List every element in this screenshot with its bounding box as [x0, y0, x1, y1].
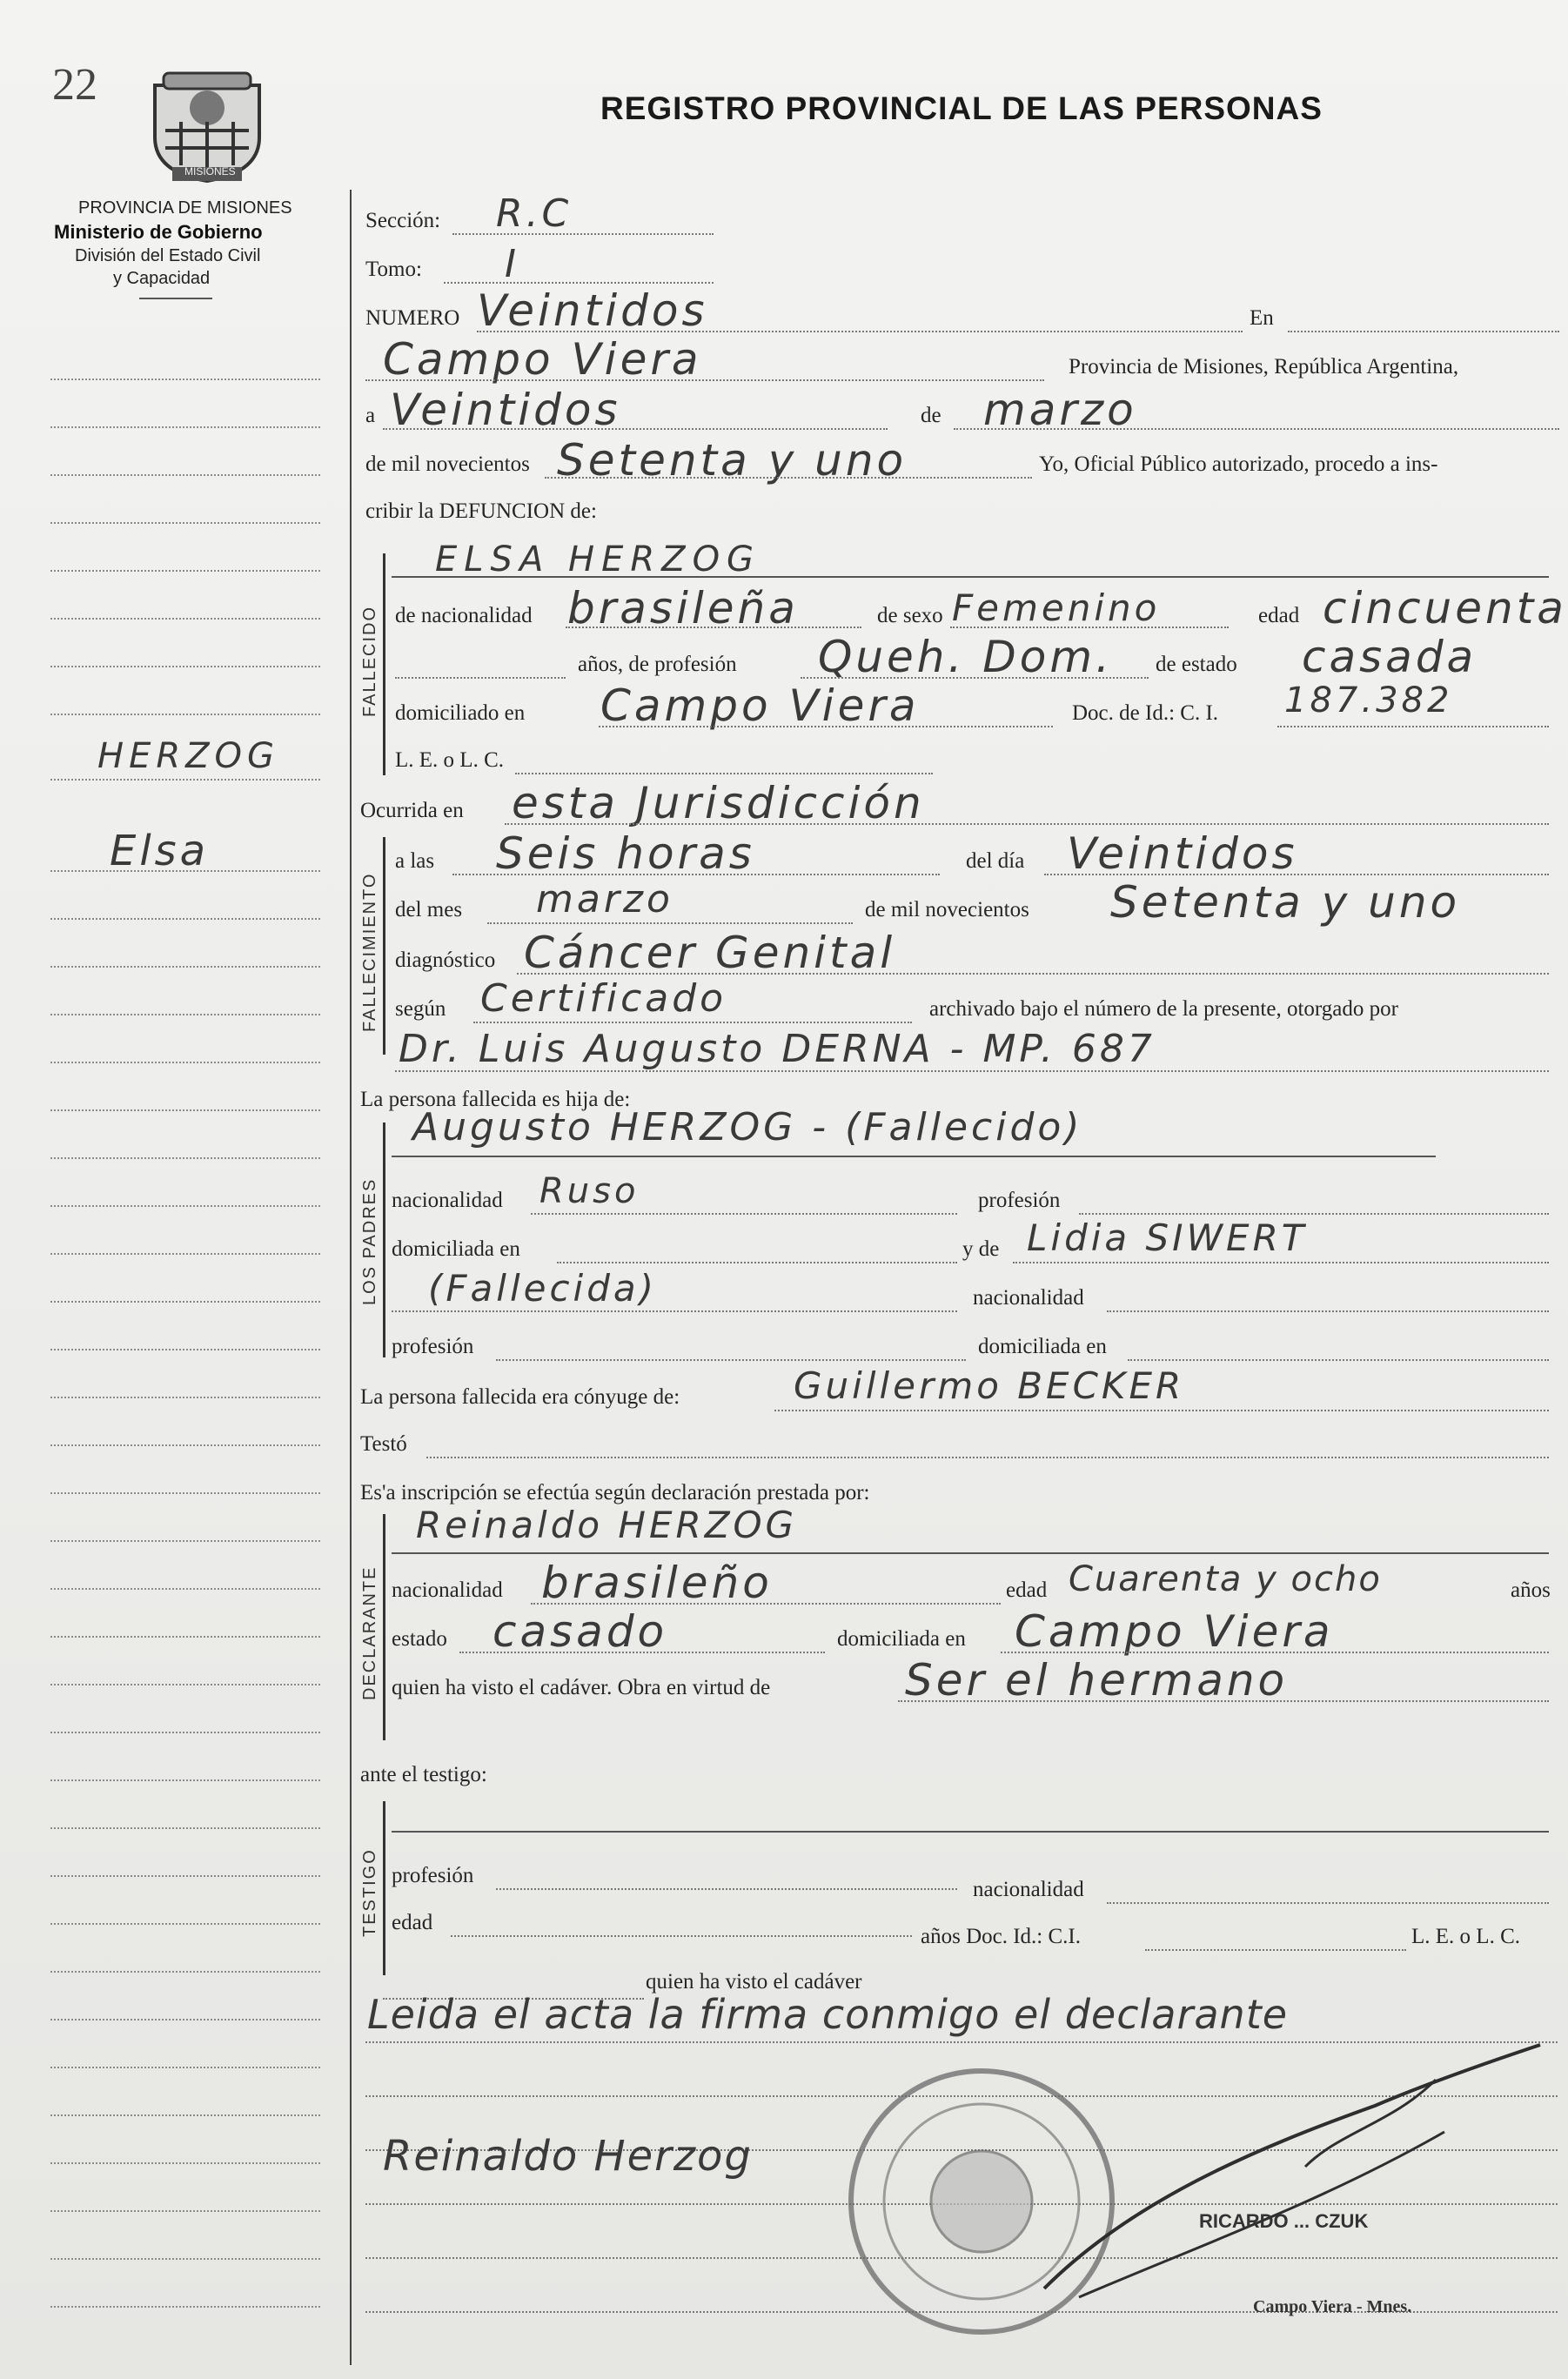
value-anio: Setenta y uno: [557, 435, 908, 486]
label-nacionalidad-fallecido: de nacionalidad: [395, 604, 533, 627]
label-de-mil: de mil novecientos: [365, 452, 530, 476]
side-label-testigo: TESTIGO: [360, 1848, 379, 1937]
value-nacionalidad: brasileña: [567, 583, 799, 633]
value-ci: 187.382: [1284, 680, 1453, 720]
value-tomo: I: [505, 242, 519, 286]
label-hija-de: La persona fallecida es hija de:: [360, 1088, 631, 1111]
value-numero: Veintidos: [477, 285, 708, 336]
label-sexo: de sexo: [877, 604, 943, 627]
label-mil-novecientos: de mil novecientos: [865, 898, 1029, 921]
label-numero: NUMERO: [365, 306, 460, 330]
label-nacionalidad-madre: nacionalidad: [973, 1286, 1084, 1310]
seal-text: MISIONES: [184, 165, 236, 178]
side-label-fallecimiento: FALLECIMIENTO: [360, 872, 379, 1032]
label-edad-testigo: edad: [392, 1911, 433, 1934]
label-ocurrida: Ocurrida en: [360, 799, 464, 822]
side-label-fallecido: FALLECIDO: [360, 605, 379, 717]
label-anios-profesion: años, de profesión: [578, 653, 737, 676]
value-jurisdiccion: esta Jurisdicción: [512, 778, 925, 828]
org-line-1: PROVINCIA DE MISIONES: [78, 198, 292, 218]
label-en: En: [1250, 306, 1274, 330]
value-edad: cincuenta: [1323, 583, 1567, 633]
label-profesion-padre: profesión: [978, 1189, 1061, 1212]
value-edad-declarante: Cuarenta y ocho: [1069, 1559, 1382, 1599]
org-line-4: y Capacidad: [113, 269, 211, 288]
label-provincia: Provincia de Misiones, República Argentina,: [1069, 355, 1459, 379]
margin-surname: HERZOG: [97, 736, 280, 776]
value-domicilio-declarante: Campo Viera: [1015, 1606, 1334, 1657]
label-diagnostico: diagnóstico: [395, 948, 496, 972]
label-nacionalidad-padre: nacionalidad: [392, 1189, 503, 1212]
side-label-declarante: DECLARANTE: [360, 1565, 379, 1700]
value-padre: Augusto HERZOG - (Fallecido): [412, 1105, 1083, 1149]
org-line-3: División del Estado Civil: [75, 246, 261, 265]
value-madre: Lidia SIWERT: [1027, 1216, 1308, 1259]
label-quien-visto-cadaver: quien ha visto el cadáver: [646, 1970, 862, 1994]
value-domicilio: Campo Viera: [600, 680, 920, 731]
label-de: de: [921, 404, 941, 427]
label-quien-ha-visto: quien ha visto el cadáver. Obra en virtud de: [392, 1676, 771, 1699]
value-seccion: R.C: [496, 191, 573, 236]
label-archivado: archivado bajo el número de la presente, otorgado por: [929, 997, 1398, 1021]
label-domiciliado: domiciliado en: [395, 701, 526, 725]
label-testo: Testó: [360, 1432, 407, 1456]
page-title: REGISTRO PROVINCIAL DE LAS PERSONAS: [600, 90, 1323, 126]
label-profesion-madre: profesión: [392, 1335, 474, 1358]
label-nacionalidad-testigo: nacionalidad: [973, 1878, 1084, 1901]
value-nombre-fallecido: ELSA HERZOG: [435, 539, 761, 580]
value-dia-fallecimiento: Veintidos: [1067, 828, 1298, 879]
label-oficial: Yo, Oficial Público autorizado, procedo a ins-: [1039, 452, 1438, 476]
stamp-official-name: RICARDO ... CZUK: [1199, 2210, 1369, 2232]
side-label-padres: LOS PADRES: [360, 1177, 379, 1305]
label-nacionalidad-declarante: nacionalidad: [392, 1578, 503, 1602]
label-domiciliada-madre: domiciliada en: [978, 1335, 1107, 1358]
label-a: a: [365, 404, 376, 427]
label-cribir: cribir la DEFUNCION de:: [365, 499, 597, 523]
label-inscripcion: Es'a inscripción se efectúa según declaración prestada por:: [360, 1481, 870, 1504]
margin-border: [350, 190, 352, 2365]
value-profesion: Queh. Dom.: [818, 632, 1113, 682]
value-nacionalidad-padre: Ruso: [539, 1171, 640, 1211]
label-del-dia: del día: [966, 849, 1025, 873]
value-dia: Veintidos: [390, 385, 621, 435]
label-edad-declarante: edad: [1006, 1578, 1048, 1602]
label-anios-declarante: años: [1511, 1578, 1551, 1602]
label-le-lc: L. E. o L. C.: [395, 748, 504, 772]
label-estado: de estado: [1156, 653, 1237, 676]
label-conyuge: La persona fallecida era cónyuge de:: [360, 1385, 680, 1409]
org-underline: [139, 298, 212, 299]
value-hora: Seis horas: [496, 828, 755, 879]
value-anio-fallecimiento: Setenta y uno: [1110, 877, 1461, 928]
value-declarante: Reinaldo HERZOG: [416, 1504, 798, 1546]
label-domiciliada-padre: domiciliada en: [392, 1237, 520, 1261]
label-y-de: y de: [962, 1237, 1000, 1261]
signature-declarante: Reinaldo Herzog: [383, 2132, 753, 2181]
value-vinculo: Ser el hermano: [905, 1655, 1289, 1706]
label-a-las: a las: [395, 849, 435, 873]
value-segun: Certificado: [480, 976, 727, 1021]
label-ante-testigo: ante el testigo:: [360, 1763, 487, 1786]
value-estado-civil: casada: [1302, 632, 1478, 682]
value-estado-declarante: casado: [493, 1606, 668, 1657]
label-del-mes: del mes: [395, 898, 463, 921]
label-segun: según: [395, 997, 446, 1021]
label-doc-id: Doc. de Id.: C. I.: [1072, 701, 1219, 725]
value-nacionalidad-declarante: brasileño: [541, 1558, 773, 1608]
value-otorgado-por: Dr. Luis Augusto DERNA - MP. 687: [399, 1027, 1156, 1071]
label-domiciliada-declarante: domiciliada en: [837, 1627, 966, 1651]
value-lugar: Campo Viera: [383, 334, 702, 385]
margin-given-name: Elsa: [110, 827, 210, 875]
value-conyuge: Guillermo BECKER: [794, 1364, 1185, 1407]
label-le-o-lc: L. E. o L. C.: [1411, 1925, 1520, 1948]
value-mes: marzo: [983, 385, 1137, 435]
label-tomo: Tomo:: [365, 258, 422, 281]
value-sexo: Femenino: [952, 586, 1161, 629]
label-profesion-testigo: profesión: [392, 1864, 474, 1887]
label-anios-doc: años Doc. Id.: C.I.: [921, 1925, 1081, 1948]
org-line-2: Ministerio de Gobierno: [54, 221, 263, 243]
value-diagnostico: Cáncer Genital: [524, 928, 896, 978]
page-number: 22: [52, 60, 97, 110]
stamp-place: Campo Viera - Mnes.: [1253, 2297, 1412, 2316]
official-signature-icon: [1027, 2027, 1549, 2323]
label-estado-declarante: estado: [392, 1627, 447, 1651]
value-mes-fallecimiento: marzo: [536, 877, 673, 921]
label-edad: edad: [1258, 604, 1300, 627]
label-seccion: Sección:: [365, 209, 441, 232]
value-madre-estado: (Fallecida): [428, 1267, 658, 1310]
value-cierre: Leida el acta la firma conmigo el declarante: [367, 1991, 1289, 2038]
